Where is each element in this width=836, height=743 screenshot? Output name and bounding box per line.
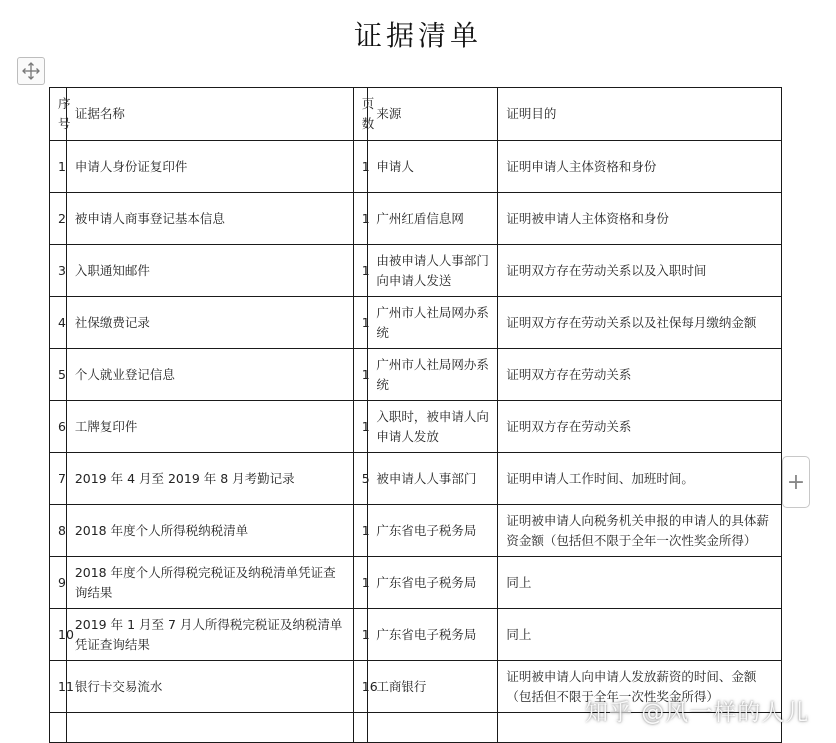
table-row [50, 141, 782, 193]
cell-name: 被申请人商事登记基本信息 [66, 193, 353, 245]
cell-source: 广州红盾信息网 [368, 193, 498, 245]
cell-pages: 1 [353, 609, 368, 661]
cell-name: 2019 年 1 月至 7 月人所得税完税证及纳税清单凭证查询结果 [66, 609, 353, 661]
cell-index: 7 [50, 453, 67, 505]
cell-pages: 5 [353, 453, 368, 505]
cell-empty [66, 713, 353, 743]
cell-name: 入职通知邮件 [66, 245, 353, 297]
cell-index: 1 [50, 141, 67, 193]
cell-name: 工牌复印件 [66, 401, 353, 453]
table-row [50, 401, 782, 453]
cell-name: 社保缴费记录 [66, 297, 353, 349]
cell-purpose: 证明双方存在劳动关系以及入职时间 [498, 245, 782, 297]
cell-purpose: 证明申请人工作时间、加班时间。 [498, 453, 782, 505]
cell-source: 广东省电子税务局 [368, 609, 498, 661]
cell-index: 11 [50, 661, 67, 713]
cell-purpose: 证明双方存在劳动关系 [498, 349, 782, 401]
table-row [50, 349, 782, 401]
cell-source: 被申请人人事部门 [368, 453, 498, 505]
cell-pages: 1 [353, 141, 368, 193]
table-row [50, 557, 782, 609]
cell-source: 广州市人社局网办系统 [368, 349, 498, 401]
cell-name: 银行卡交易流水 [66, 661, 353, 713]
cell-purpose: 证明被申请人向申请人发放薪资的时间、金额（包括但不限于全年一次性奖金所得） [498, 661, 782, 713]
cell-index: 8 [50, 505, 67, 557]
watermark: 知乎 @风一样的人儿 [585, 700, 810, 726]
table-row [50, 193, 782, 245]
header-source: 来源 [368, 88, 498, 141]
table-row [50, 609, 782, 661]
table-header-row [50, 88, 782, 141]
cell-pages: 1 [353, 297, 368, 349]
cell-index: 2 [50, 193, 67, 245]
cell-index: 5 [50, 349, 67, 401]
cell-index: 4 [50, 297, 67, 349]
cell-index: 9 [50, 557, 67, 609]
cell-purpose: 证明被申请人向税务机关申报的申请人的具体薪资金额（包括但不限于全年一次性奖金所得） [498, 505, 782, 557]
evidence-table [49, 87, 782, 743]
cell-empty [353, 713, 368, 743]
cell-index: 3 [50, 245, 67, 297]
cell-purpose: 证明申请人主体资格和身份 [498, 141, 782, 193]
cell-empty [50, 713, 67, 743]
cell-purpose: 同上 [498, 557, 782, 609]
header-name: 证据名称 [66, 88, 353, 141]
cell-purpose: 证明双方存在劳动关系 [498, 401, 782, 453]
cell-name: 2018 年度个人所得税纳税清单 [66, 505, 353, 557]
cell-purpose: 证明被申请人主体资格和身份 [498, 193, 782, 245]
cell-pages: 1 [353, 349, 368, 401]
cell-source: 申请人 [368, 141, 498, 193]
cell-name: 2019 年 4 月至 2019 年 8 月考勤记录 [66, 453, 353, 505]
plus-icon: + [786, 469, 806, 495]
cell-source: 广州市人社局网办系统 [368, 297, 498, 349]
cell-pages: 16 [353, 661, 368, 713]
add-row-button[interactable] [782, 456, 810, 508]
cell-pages: 1 [353, 401, 368, 453]
cell-source: 入职时，被申请人向申请人发放 [368, 401, 498, 453]
cell-source: 广东省电子税务局 [368, 557, 498, 609]
cell-pages: 1 [353, 193, 368, 245]
header-purpose: 证明目的 [498, 88, 782, 141]
cell-source: 由被申请人人事部门向申请人发送 [368, 245, 498, 297]
cell-purpose: 证明双方存在劳动关系以及社保每月缴纳金额 [498, 297, 782, 349]
cell-source: 工商银行 [368, 661, 498, 713]
cell-pages: 1 [353, 245, 368, 297]
cell-index: 10 [50, 609, 67, 661]
cell-pages: 1 [353, 505, 368, 557]
cell-pages: 1 [353, 557, 368, 609]
cell-empty [368, 713, 498, 743]
table-row [50, 245, 782, 297]
move-arrows-icon [21, 61, 41, 81]
table-row [50, 453, 782, 505]
document-title: 证据清单 [353, 19, 482, 52]
header-index: 序号 [50, 88, 67, 141]
cell-index: 6 [50, 401, 67, 453]
cell-purpose: 同上 [498, 609, 782, 661]
table-row [50, 297, 782, 349]
table-row [50, 505, 782, 557]
table-move-handle[interactable] [17, 57, 45, 85]
cell-name: 申请人身份证复印件 [66, 141, 353, 193]
header-pages: 页数 [353, 88, 368, 141]
cell-name: 个人就业登记信息 [66, 349, 353, 401]
cell-name: 2018 年度个人所得税完税证及纳税清单凭证查询结果 [66, 557, 353, 609]
cell-source: 广东省电子税务局 [368, 505, 498, 557]
